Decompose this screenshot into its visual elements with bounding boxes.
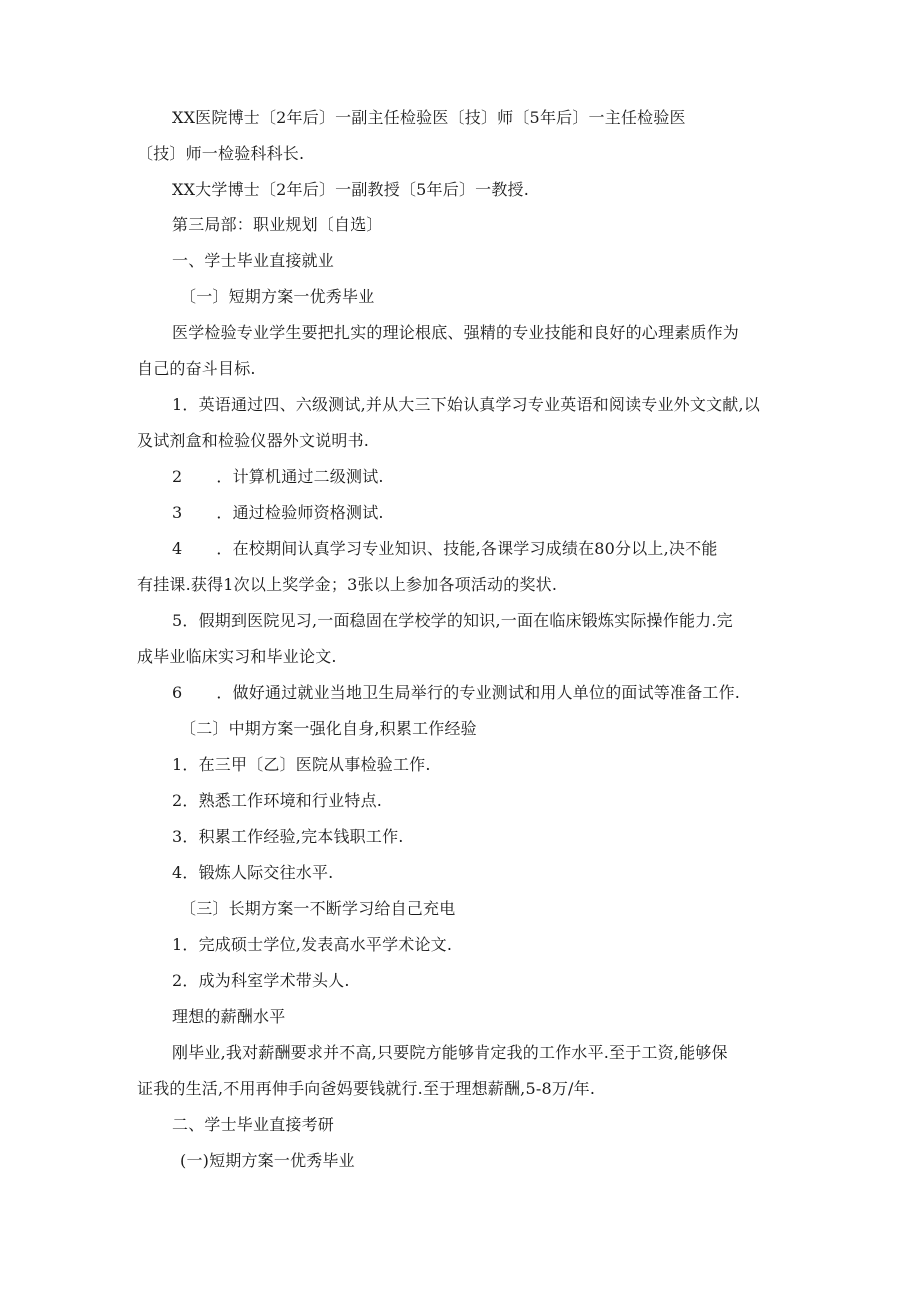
list-item-text: ．在校期间认真学习专业知识、技能,各课学习成绩在80分以上,决不能 xyxy=(216,539,718,558)
section-heading: 第三局部：职业规划〔自选〕 xyxy=(172,215,383,234)
subsection-heading-2: 二、学士毕业直接考研 xyxy=(172,1115,335,1134)
salary-paragraph-line-2: 证我的生活,不用再伸手向爸妈要钱就行.至于理想薪酬,5-8万/年. xyxy=(137,1079,596,1098)
list-item-5-line-1: 5．假期到医院见习,一面稳固在学校学的知识,一面在临床锻炼实际操作能力.完 xyxy=(172,611,733,630)
list-number: 3 xyxy=(172,503,183,522)
paragraph-line: 自己的奋斗目标. xyxy=(137,359,256,378)
plan-heading-long: 〔三〕长期方案一不断学习给自己充电 xyxy=(180,899,456,918)
subsection-heading: 一、学士毕业直接就业 xyxy=(172,251,335,270)
list-item-text: ．做好通过就业当地卫生局举行的专业测试和用人单位的面试等准备工作. xyxy=(216,683,741,702)
list-item-6 xyxy=(172,683,740,703)
list-number: 2 xyxy=(172,467,183,486)
list-item-1-line-1: 1．英语通过四、六级测试,并从大三下始认真学习专业英语和阅读专业外文文献,以 xyxy=(172,395,760,414)
list-item-4-line-2: 有挂课.获得1次以上奖学金；3张以上参加各项活动的奖状. xyxy=(137,575,558,594)
list-number: 4 xyxy=(172,539,183,558)
list-item-4-line-1 xyxy=(172,539,718,559)
mid-item-4: 4．锻炼人际交往水平. xyxy=(172,863,334,882)
mid-item-2: 2．熟悉工作环境和行业特点. xyxy=(172,791,383,810)
long-item-1: 1．完成硕士学位,发表高水平学术论文. xyxy=(172,935,453,954)
paragraph-line-1: XX医院博士〔2年后〕一副主任检验医〔技〕师〔5年后〕一主任检验医 xyxy=(172,108,686,127)
salary-heading: 理想的薪酬水平 xyxy=(172,1007,286,1026)
plan-heading-short: 〔一〕短期方案一优秀毕业 xyxy=(180,287,375,306)
list-item-1-line-2: 及试剂盒和检验仪器外文说明书. xyxy=(137,431,370,450)
paragraph-line: 医学检验专业学生要把扎实的理论根底、强精的专业技能和良好的心理素质作为 xyxy=(172,323,740,342)
paragraph-line-2: 〔技〕师一检验科科长. xyxy=(137,144,305,163)
plan-heading-short-2: (一)短期方案一优秀毕业 xyxy=(180,1151,355,1170)
long-item-2: 2．成为科室学术带头人. xyxy=(172,971,350,990)
mid-item-1: 1．在三甲〔乙〕医院从事检验工作. xyxy=(172,755,431,774)
paragraph-line-3: XX大学博士〔2年后〕一副教授〔5年后〕一教授. xyxy=(172,180,530,199)
salary-paragraph-line-1: 刚毕业,我对薪酬要求并不高,只要院方能够肯定我的工作水平.至于工资,能够保 xyxy=(172,1043,728,1062)
mid-item-3: 3．积累工作经验,完本钱职工作. xyxy=(172,827,404,846)
list-number: 6 xyxy=(172,683,183,702)
list-item-text: ．通过检验师资格测试. xyxy=(216,503,384,522)
list-item-2 xyxy=(172,467,384,487)
list-item-text: ．计算机通过二级测试. xyxy=(216,467,384,486)
list-item-3 xyxy=(172,503,384,523)
list-item-5-line-2: 成毕业临床实习和毕业论文. xyxy=(137,647,337,666)
plan-heading-mid: 〔二〕中期方案一强化自身,积累工作经验 xyxy=(180,719,477,738)
